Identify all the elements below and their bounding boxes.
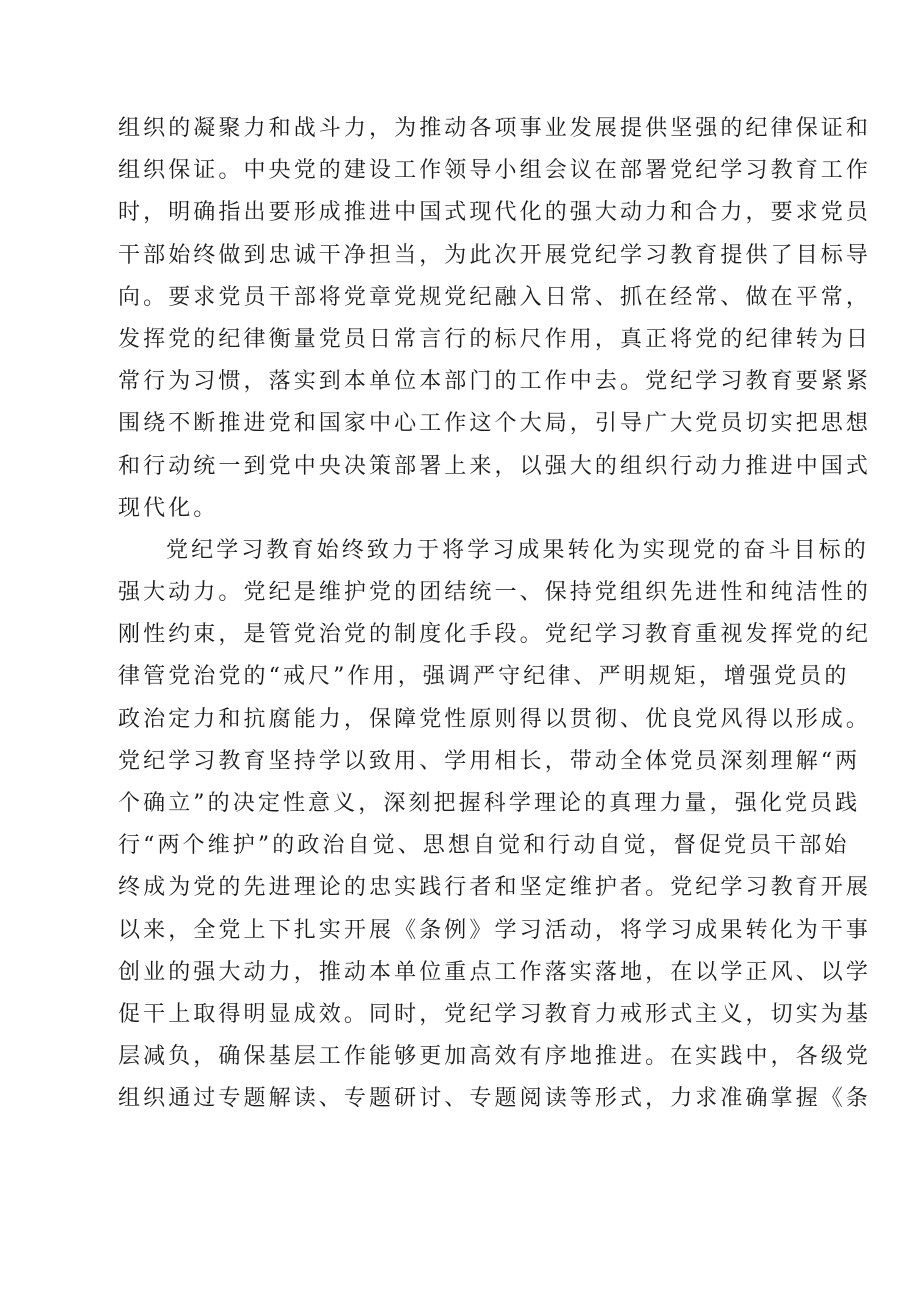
text-line: 常行为习惯，落实到本单位本部门的工作中去。党纪学习教育要紧紧: [118, 369, 872, 395]
text-line: 政治定力和抗腐能力，保障党性原则得以贯彻、优良党风得以形成。: [118, 706, 872, 732]
text-line: 创业的强大动力，推动本单位重点工作落实落地，在以学正风、以学: [118, 959, 872, 985]
text-line: 党纪学习教育始终致力于将学习成果转化为实现党的奋斗目标的: [166, 537, 869, 563]
text-line: 干部始终做到忠诚干净担当，为此次开展党纪学习教育提供了目标导: [118, 242, 872, 268]
text-line: 党纪学习教育坚持学以致用、学用相长，带动全体党员深刻理解“两: [118, 748, 861, 774]
text-line: 律管党治党的“戒尺”作用，强调严守纪律、严明规矩，增强党员的: [118, 664, 850, 690]
text-line: 促干上取得明显成效。同时，党纪学习教育力戒形式主义，切实为基: [118, 1001, 872, 1027]
body-text: [118, 108, 872, 1121]
paragraph-2: [118, 530, 872, 1121]
text-line: 强大动力。党纪是维护党的团结统一、保持党组织先进性和纯洁性的: [118, 580, 872, 606]
text-line: 以来，全党上下扎实开展《条例》学习活动，将学习成果转化为干事: [118, 917, 872, 943]
text-line: 组织通过专题解读、专题研讨、专题阅读等形式，力求准确掌握《条: [118, 1086, 872, 1112]
text-line: 围绕不断推进党和国家中心工作这个大局，引导广大党员切实把思想: [118, 411, 872, 437]
text-line: 个确立”的决定性意义，深刻把握科学理论的真理力量，强化党员践: [118, 791, 861, 816]
text-line: 刚性约束，是管党治党的制度化手段。党纪学习教育重视发挥党的纪: [118, 622, 872, 648]
text-line: 组织保证。中央党的建设工作领导小组会议在部署党纪学习教育工作: [118, 158, 872, 184]
text-line: 终成为党的先进理论的忠实践行者和坚定维护者。党纪学习教育开展: [118, 875, 872, 901]
text-line: 现代化。: [118, 495, 219, 521]
text-line: 时，明确指出要形成推进中国式现代化的强大动力和合力，要求党员: [118, 200, 872, 226]
text-line: 层减负，确保基层工作能够更加高效有序地推进。在实践中，各级党: [118, 1044, 872, 1070]
text-line: 组织的凝聚力和战斗力，为推动各项事业发展提供坚强的纪律保证和: [118, 116, 872, 141]
text-line: 发挥党的纪律衡量党员日常言行的标尺作用，真正将党的纪律转为日: [118, 326, 872, 352]
text-line: 行“两个维护”的政治自觉、思想自觉和行动自觉，督促党员干部始: [118, 833, 850, 859]
text-line: 向。要求党员干部将党章党规党纪融入日常、抓在经常、做在平常，: [118, 284, 872, 310]
text-line: 和行动统一到党中央决策部署上来，以强大的组织行动力推进中国式: [118, 453, 872, 479]
paragraph-1: [118, 108, 872, 530]
